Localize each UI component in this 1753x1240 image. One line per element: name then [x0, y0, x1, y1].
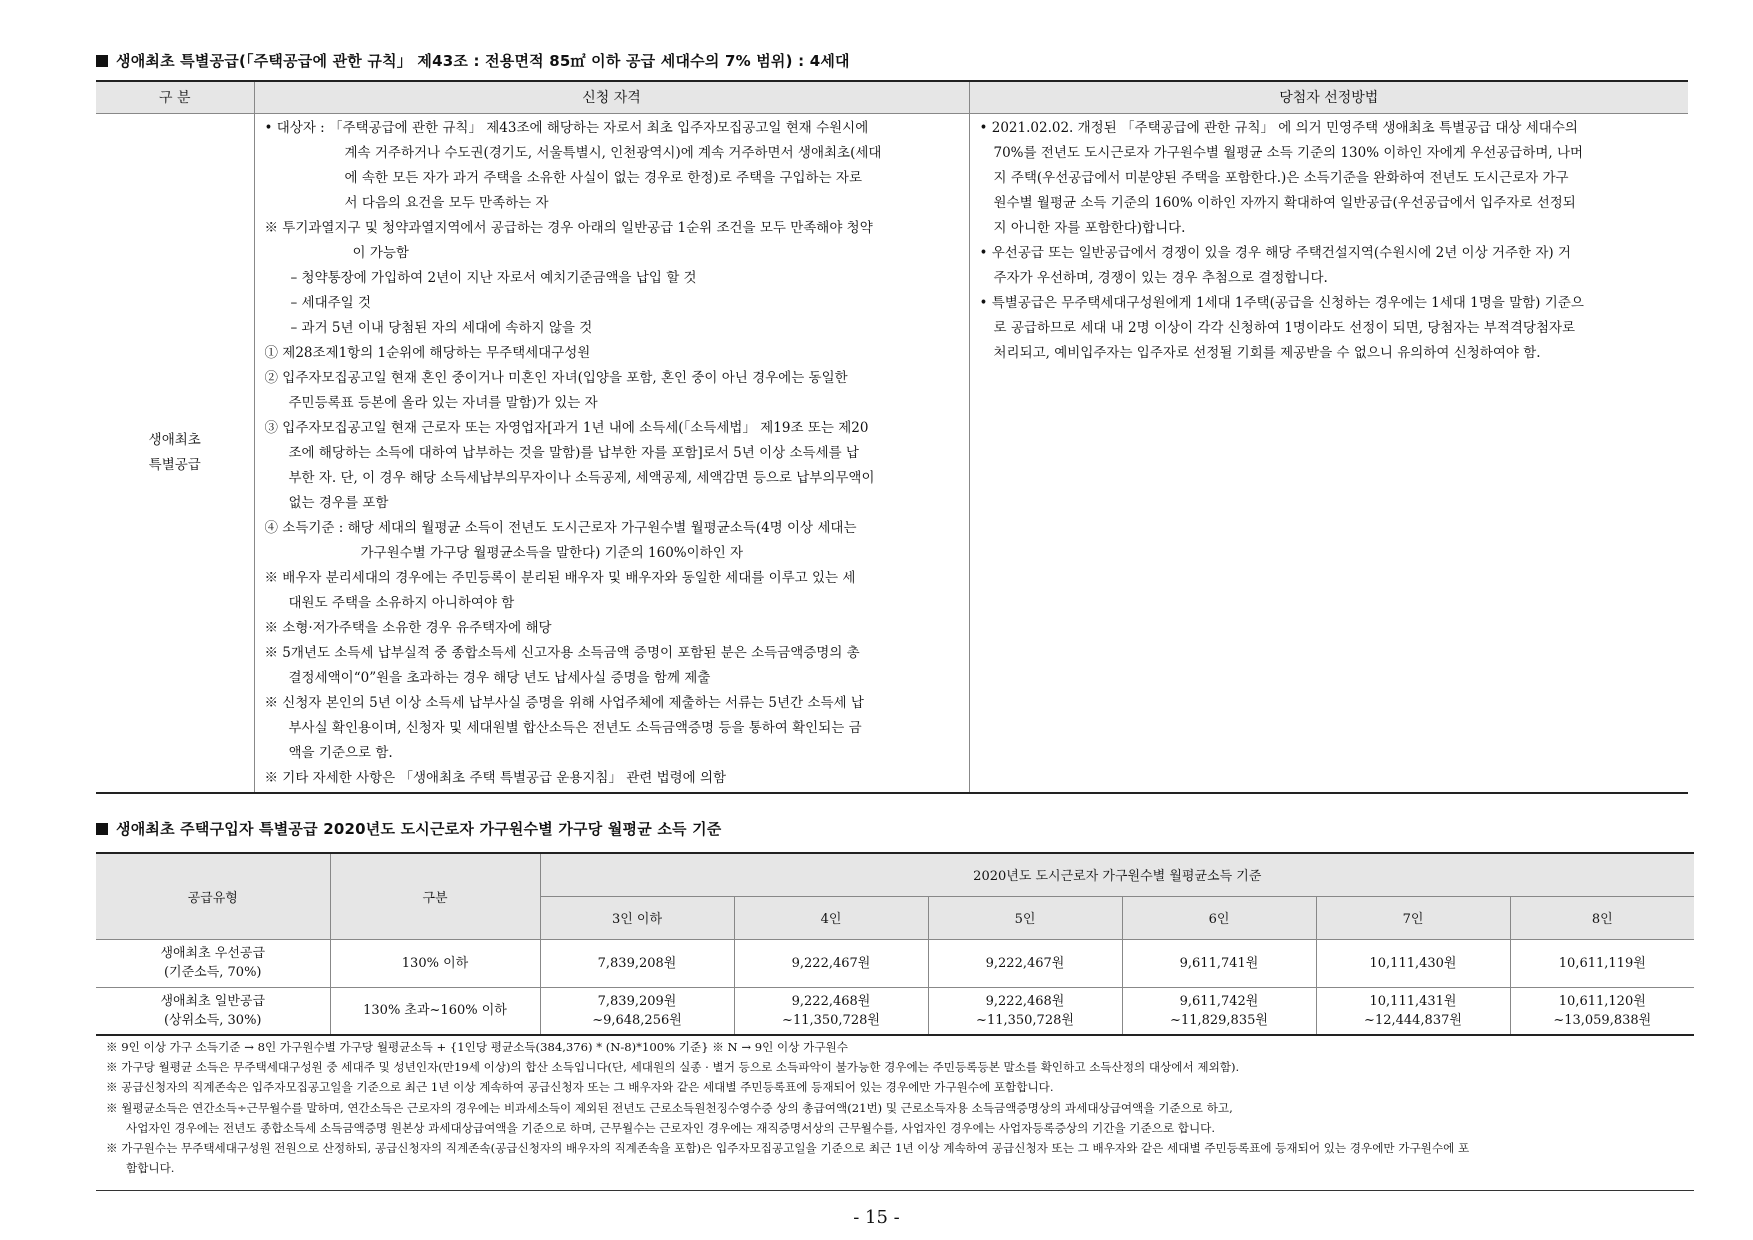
qualification-cell [254, 113, 969, 793]
method-line: 70%를 전년도 도시근로자 가구원수별 월평균 소득 기준의 130% 이하인 자에게 우선공급하며, 나머 [993, 144, 1584, 161]
qualification-line: ※ 신청자 본인의 5년 이상 소득세 납부사실 증명을 위해 사업주체에 제출하는 서류는 5년간 소득세 납 [264, 694, 864, 711]
supply-type-cell: 생애최초 일반공급 (상위소득, 30%) [96, 987, 330, 1035]
income-cell: 9,222,467원 [734, 939, 928, 987]
section2-title: 생애최초 주택구입자 특별공급 2020년도 도시근로자 가구원수별 가구당 월평균 소득 기준 [96, 818, 722, 839]
note-line: ※ 월평균소득은 연간소득÷근무월수를 말하며, 연간소득은 근로자의 경우에는 비과세소득이 제외된 전년도 근로소득원천징수영수증 상의 총급여액(21번) 및 근로소득자용 소득금액증명상의 과세대상급여액을 기준으로 하고, [106, 1100, 1233, 1115]
income-cell: 10,611,120원 ~13,059,838원 [1510, 987, 1694, 1035]
first-home-special-supply-table [96, 80, 1688, 794]
note-line: 사업자인 경우에는 전년도 종합소득세 소득금액증명 원본상 과세대상급여액을 기준으로 하며, 근무월수는 근로자인 경우에는 재직증명서상의 근무월수를, 사업자인 경우에는 사업자등록증상의 기간을 기준으로 합니다. [126, 1120, 1216, 1135]
header-qualification: 신청 자격 [254, 81, 969, 113]
qualification-line: 부한 자. 단, 이 경우 해당 소득세납부의무자이나 소득공제, 세액공제, 세액감면 등으로 납부의무액이 [288, 469, 875, 486]
income-cell: 9,222,467원 [928, 939, 1122, 987]
table-row [96, 987, 1694, 1035]
income-cell: 10,111,430원 [1316, 939, 1510, 987]
category-line: 생애최초 [148, 431, 201, 448]
method-line: 원수별 월평균 소득 기준의 160% 이하인 자까지 확대하여 일반공급(우선공급에서 입주자로 선정되 [993, 194, 1576, 211]
qualification-line: ② 입주자모집공고일 현재 혼인 중이거나 미혼인 자녀(입양을 포함, 혼인 중이 아닌 경우에는 동일한 [264, 369, 848, 386]
qualification-line: ※ 투기과열지구 및 청약과열지역에서 공급하는 경우 아래의 일반공급 1순위 조건을 모두 만족해야 청약 [264, 219, 873, 236]
qualification-line: 조에 해당하는 소득에 대하여 납부하는 것을 말함)를 납부한 자를 포함]로서 5년 이상 소득세를 납 [288, 444, 859, 461]
qualification-line: – 과거 5년 이내 당첨된 자의 세대에 속하지 않을 것 [290, 319, 593, 336]
section1-title: 생애최초 특별공급(「주택공급에 관한 규칙」 제43조 : 전용면적 85㎡ 이하 공급 세대수의 7% 범위) : 4세대 [96, 50, 850, 71]
header-household-size: 5인 [928, 896, 1122, 939]
header-household-size: 7인 [1316, 896, 1510, 939]
category-cell: 130% 초과~160% 이하 [330, 987, 540, 1035]
method-line: 처리되고, 예비입주자는 입주자로 선정될 기회를 제공받을 수 없으니 유의하여 신청하여야 함. [993, 344, 1541, 361]
qualification-line: 대원도 주택을 소유하지 아니하여야 함 [288, 594, 515, 611]
income-cell: 9,611,742원 ~11,829,835원 [1122, 987, 1316, 1035]
table-row [96, 939, 1694, 987]
qualification-line: ③ 입주자모집공고일 현재 근로자 또는 자영업자[과거 1년 내에 소득세(「소득세법」 제19조 또는 제20 [264, 419, 869, 436]
qualification-line: 액을 기준으로 함. [288, 744, 393, 761]
income-cell: 9,222,468원 ~11,350,728원 [734, 987, 928, 1035]
header-category: 구분 [330, 853, 540, 939]
income-notes [106, 1037, 1696, 1178]
qualification-line: 결정세액이“0”원을 초과하는 경우 해당 년도 납세사실 증명을 함께 제출 [288, 669, 711, 686]
qualification-line: 주민등록표 등본에 올라 있는 자녀를 말함)가 있는 자 [288, 394, 598, 411]
header-household-size: 6인 [1122, 896, 1316, 939]
qualification-line: 서 다음의 요건을 모두 만족하는 자 [344, 194, 549, 211]
note-line: ※ 공급신청자의 직계존속은 입주자모집공고일을 기준으로 최근 1년 이상 계속하여 공급신청자 또는 그 배우자와 같은 세대별 주민등록표에 등재되어 있는 경우에만 가구원수에 포함합니다. [106, 1080, 1054, 1095]
qualification-line: ※ 배우자 분리세대의 경우에는 주민등록이 분리된 배우자 및 배우자와 동일한 세대를 이루고 있는 세 [264, 569, 856, 586]
income-cell: 9,611,741원 [1122, 939, 1316, 987]
qualification-line: 가구원수별 가구당 월평균소득을 말한다) 기준의 160%이하인 자 [360, 544, 744, 561]
qualification-line: – 세대주일 것 [290, 294, 372, 311]
qualification-line: 이 가능함 [352, 244, 409, 261]
qualification-line: – 청약통장에 가입하여 2년이 지난 자로서 예치기준금액을 납입 할 것 [290, 269, 697, 286]
method-line: • 우선공급 또는 일반공급에서 경쟁이 있을 경우 해당 주택건설지역(수원시에 2년 이상 거주한 자) 거 [979, 244, 1571, 261]
qualification-line: ※ 소형·저가주택을 소유한 경우 유주택자에 해당 [264, 619, 552, 636]
square-bullet-icon [96, 55, 108, 67]
qualification-line: ① 제28조제1항의 1순위에 해당하는 무주택세대구성원 [264, 344, 591, 361]
note-line: ※ 가구원수는 무주택세대구성원 전원으로 산정하되, 공급신청자의 직계존속(공급신청자의 배우자의 직계존속을 포함)은 입주자모집공고일을 기준으로 최근 1년 이상 계속하여 공급신청자 또는 그 배우자와 같은 세대별 주민등록표에 등재되어 있는 경우에만 가구원수에 포 [106, 1141, 1470, 1156]
qualification-line: ※ 5개년도 소득세 납부실적 중 종합소득세 신고자용 소득금액 증명이 포함된 분은 소득금액증명의 총 [264, 644, 860, 661]
note-line: 함합니다. [126, 1161, 175, 1176]
income-cell: 10,111,431원 ~12,444,837원 [1316, 987, 1510, 1035]
notes-divider [96, 1190, 1694, 1191]
qualification-line: 부사실 확인용이며, 신청자 및 세대원별 합산소득은 전년도 소득금액증명 등을 통하여 확인되는 금 [288, 719, 862, 736]
method-line: • 2021.02.02. 개정된 「주택공급에 관한 규칙」 에 의거 민영주택 생애최초 특별공급 대상 세대수의 [979, 119, 1578, 136]
income-cell: 7,839,209원 ~9,648,256원 [540, 987, 734, 1035]
header-household-size: 3인 이하 [540, 896, 734, 939]
selection-method-cell [969, 113, 1688, 793]
income-cell: 7,839,208원 [540, 939, 734, 987]
qualification-line: 계속 거주하거나 수도권(경기도, 서울특별시, 인천광역시)에 계속 거주하면서 생애최초(세대 [344, 144, 882, 161]
qualification-line: 에 속한 모든 자가 과거 주택을 소유한 사실이 없는 경우로 한정)로 주택을 구입하는 자로 [344, 169, 862, 186]
method-line: 지 주택(우선공급에서 미분양된 주택을 포함한다.)은 소득기준을 완화하여 전년도 도시근로자 가구 [993, 169, 1569, 186]
qualification-line: 없는 경우를 포함 [288, 494, 389, 511]
income-cell: 10,611,119원 [1510, 939, 1694, 987]
square-bullet-icon [96, 823, 108, 835]
note-line: ※ 가구당 월평균 소득은 무주택세대구성원 중 세대주 및 성년인자(만19세 이상)의 합산 소득입니다(단, 세대원의 실종 · 별거 등으로 소득파악이 불가능한 경우에는 주민등록등본 말소를 확인하고 소득산정의 대상에서 제외함). [106, 1060, 1240, 1075]
page-number: - 15 - [853, 1207, 900, 1228]
header-household-size: 8인 [1510, 896, 1694, 939]
header-supply-type: 공급유형 [96, 853, 330, 939]
income-cell: 9,222,468원 ~11,350,728원 [928, 987, 1122, 1035]
qualification-line: ※ 기타 자세한 사항은 「생애최초 주택 특별공급 운용지침」 관련 법령에 의함 [264, 769, 727, 786]
category-cell: 130% 이하 [330, 939, 540, 987]
method-line: 로 공급하므로 세대 내 2명 이상이 각각 신청하여 1명이라도 선정이 되면, 당첨자는 부적격당첨자로 [993, 319, 1576, 336]
income-criteria-table [96, 852, 1694, 1036]
method-line: 주자가 우선하며, 경쟁이 있는 경우 추첨으로 결정합니다. [993, 269, 1328, 286]
category-cell [96, 113, 254, 793]
category-line: 특별공급 [148, 456, 201, 473]
header-selection-method: 당첨자 선정방법 [969, 81, 1688, 113]
supply-type-cell: 생애최초 우선공급 (기준소득, 70%) [96, 939, 330, 987]
header-category: 구 분 [96, 81, 254, 113]
header-income-group: 2020년도 도시근로자 가구원수별 월평균소득 기준 [540, 853, 1694, 896]
note-line: ※ 9인 이상 가구 소득기준 → 8인 가구원수별 가구당 월평균소득 + {1인당 평균소득(384,376) * (N-8)*100% 기준} ※ N → 9인 이상 가구원수 [106, 1040, 848, 1054]
header-household-size: 4인 [734, 896, 928, 939]
method-line: 지 아니한 자를 포함한다)합니다. [993, 219, 1186, 236]
qualification-line: • 대상자 : 「주택공급에 관한 규칙」 제43조에 해당하는 자로서 최초 입주자모집공고일 현재 수원시에 [264, 119, 869, 136]
method-line: • 특별공급은 무주택세대구성원에게 1세대 1주택(공급을 신청하는 경우에는 1세대 1명을 말함) 기준으 [979, 294, 1584, 311]
qualification-line: ④ 소득기준 : 해당 세대의 월평균 소득이 전년도 도시근로자 가구원수별 월평균소득(4명 이상 세대는 [264, 519, 857, 536]
